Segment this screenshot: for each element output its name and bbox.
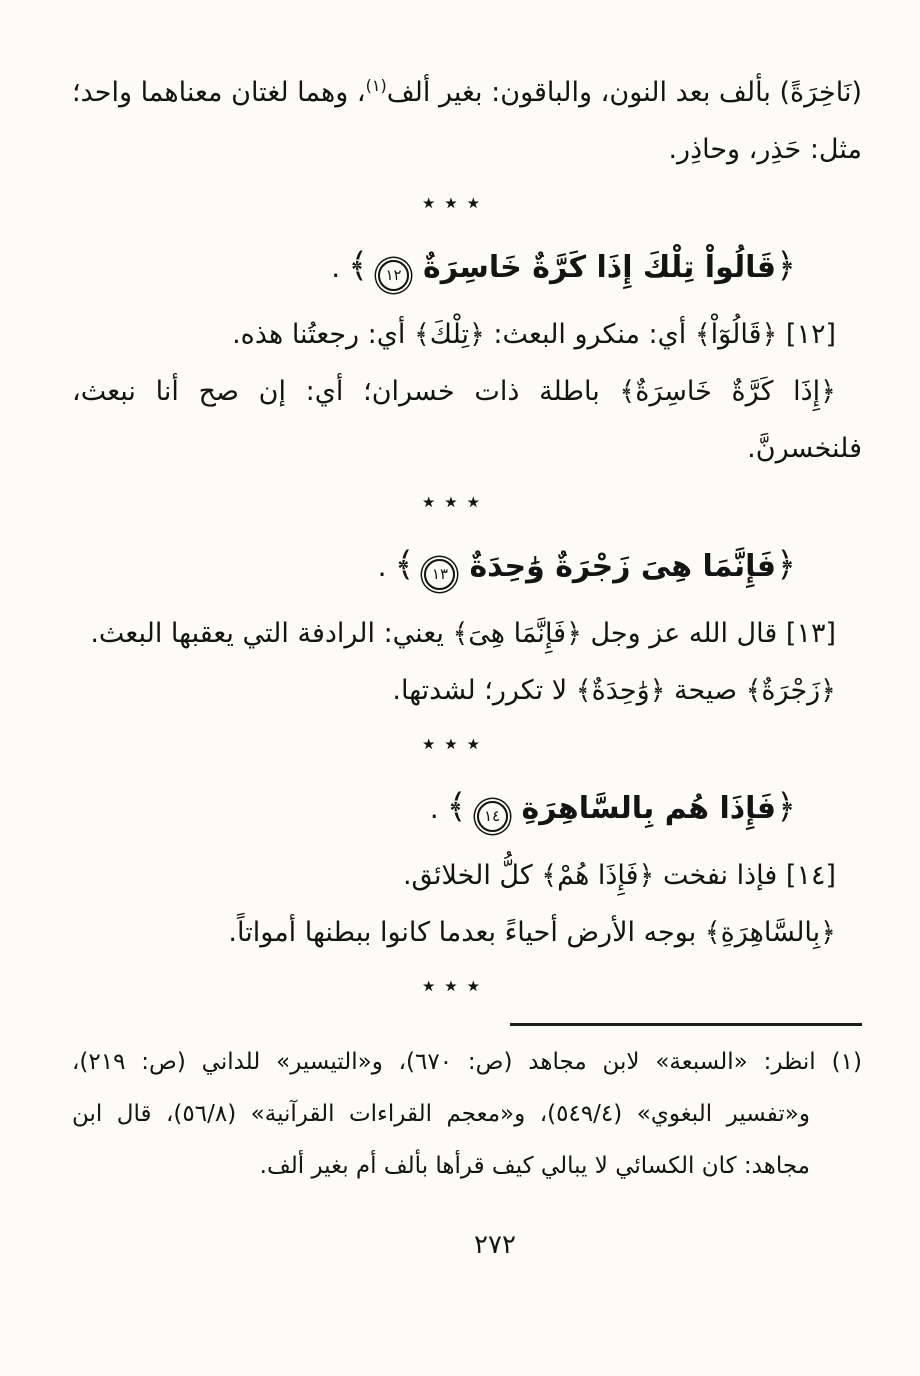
- ayah-number-medallion: ١٤: [477, 801, 508, 832]
- verse-text: قَالُواْ تِلْكَ إِذَا كَرَّةٌ خَاسِرَةٌ: [423, 250, 777, 285]
- commentary-paragraph: [١٣] قال الله عز وجل ﴿فَإِنَّمَا هِىَ﴾ يعني: الرادفة التي يعقبها البعث.: [90, 618, 836, 649]
- intro-text-end: ، وهما لغتان معناهما واحد؛ مثل: حَذِر، وحاذِر.: [72, 77, 862, 165]
- footnote-marker: (١): [831, 1049, 862, 1075]
- verse-period: .: [377, 550, 387, 583]
- asterism-separator: ٭ ٭ ٭: [421, 729, 481, 758]
- verse-period: .: [331, 251, 341, 284]
- asterism-separator: ٭ ٭ ٭: [421, 971, 481, 1000]
- ornate-paren-open-icon: ﴿: [776, 246, 796, 286]
- commentary-paragraph: ﴿زَجْرَةٌ﴾ صيحة ﴿وَٰحِدَةٌ﴾ لا تكرر؛ لشدتها.: [392, 675, 836, 706]
- commentary-paragraph: [١٤] فإذا نفخت ﴿فَإِذَا هُمْ﴾ كلُّ الخلائق.: [402, 860, 836, 891]
- quran-verse-line-14: [72, 779, 862, 837]
- asterism-separator: ٭ ٭ ٭: [421, 188, 481, 217]
- ornate-paren-close-icon: ﴾: [348, 246, 369, 286]
- ornate-paren-open-icon: ﴿: [776, 545, 796, 585]
- asterism-separator: ٭ ٭ ٭: [421, 487, 481, 516]
- intro-paragraph: [72, 64, 862, 178]
- ornate-paren-open-icon: ﴿: [776, 787, 796, 827]
- ornate-paren-close-icon: ﴾: [446, 787, 467, 827]
- page-number: ٢٧٢: [474, 1230, 516, 1260]
- commentary-paragraph: ﴿بِالسَّاهِرَةِ﴾ بوجه الأرض أحياءً بعدما كانوا ببطنها أمواتاً.: [228, 917, 836, 948]
- footnote-text: انظر: «السبعة» لابن مجاهد (ص: ٦٧٠)، و«التيسير» للداني (ص: ٢١٩)، و«تفسير البغوي» (٥٤٩/٤)، و«معجم القراءات القرآنية» (٥٦/٨)، قال ابن مجاهد: كان الكسائي لا يبالي كيف قرأها بألف أم بغير ألف.: [72, 1049, 816, 1179]
- footnote: [72, 1036, 862, 1192]
- verse-text: فَإِنَّمَا هِىَ زَجْرَةٌ وَٰحِدَةٌ: [469, 549, 777, 584]
- ayah-number-medallion: ١٣: [424, 559, 455, 590]
- intro-text-start: (نَاخِرَةً) بألف بعد النون، والباقون: بغير ألف: [386, 77, 862, 108]
- commentary-paragraph: ﴿إِذَا كَرَّةٌ خَاسِرَةٌ﴾ باطلة ذات خسران؛ أي: إن صح أنا نبعث، فلنخسرنَّ.: [72, 376, 862, 464]
- verse-period: .: [429, 792, 439, 825]
- quran-verse-line-13: [72, 537, 862, 595]
- footnote-ref-marker: (١): [365, 76, 387, 95]
- commentary-paragraph: [١٢] ﴿قَالُوٓاْ﴾ أي: منكرو البعث: ﴿تِلْكَ﴾ أي: رجعتُنا هذه.: [232, 319, 836, 350]
- ayah-number-medallion: ١٢: [378, 260, 409, 291]
- verse-text: فَإِذَا هُم بِالسَّاهِرَةِ: [521, 791, 777, 826]
- footnote-divider: [510, 1023, 862, 1026]
- quran-verse-line-12: [72, 238, 862, 296]
- ornate-paren-close-icon: ﴾: [394, 545, 415, 585]
